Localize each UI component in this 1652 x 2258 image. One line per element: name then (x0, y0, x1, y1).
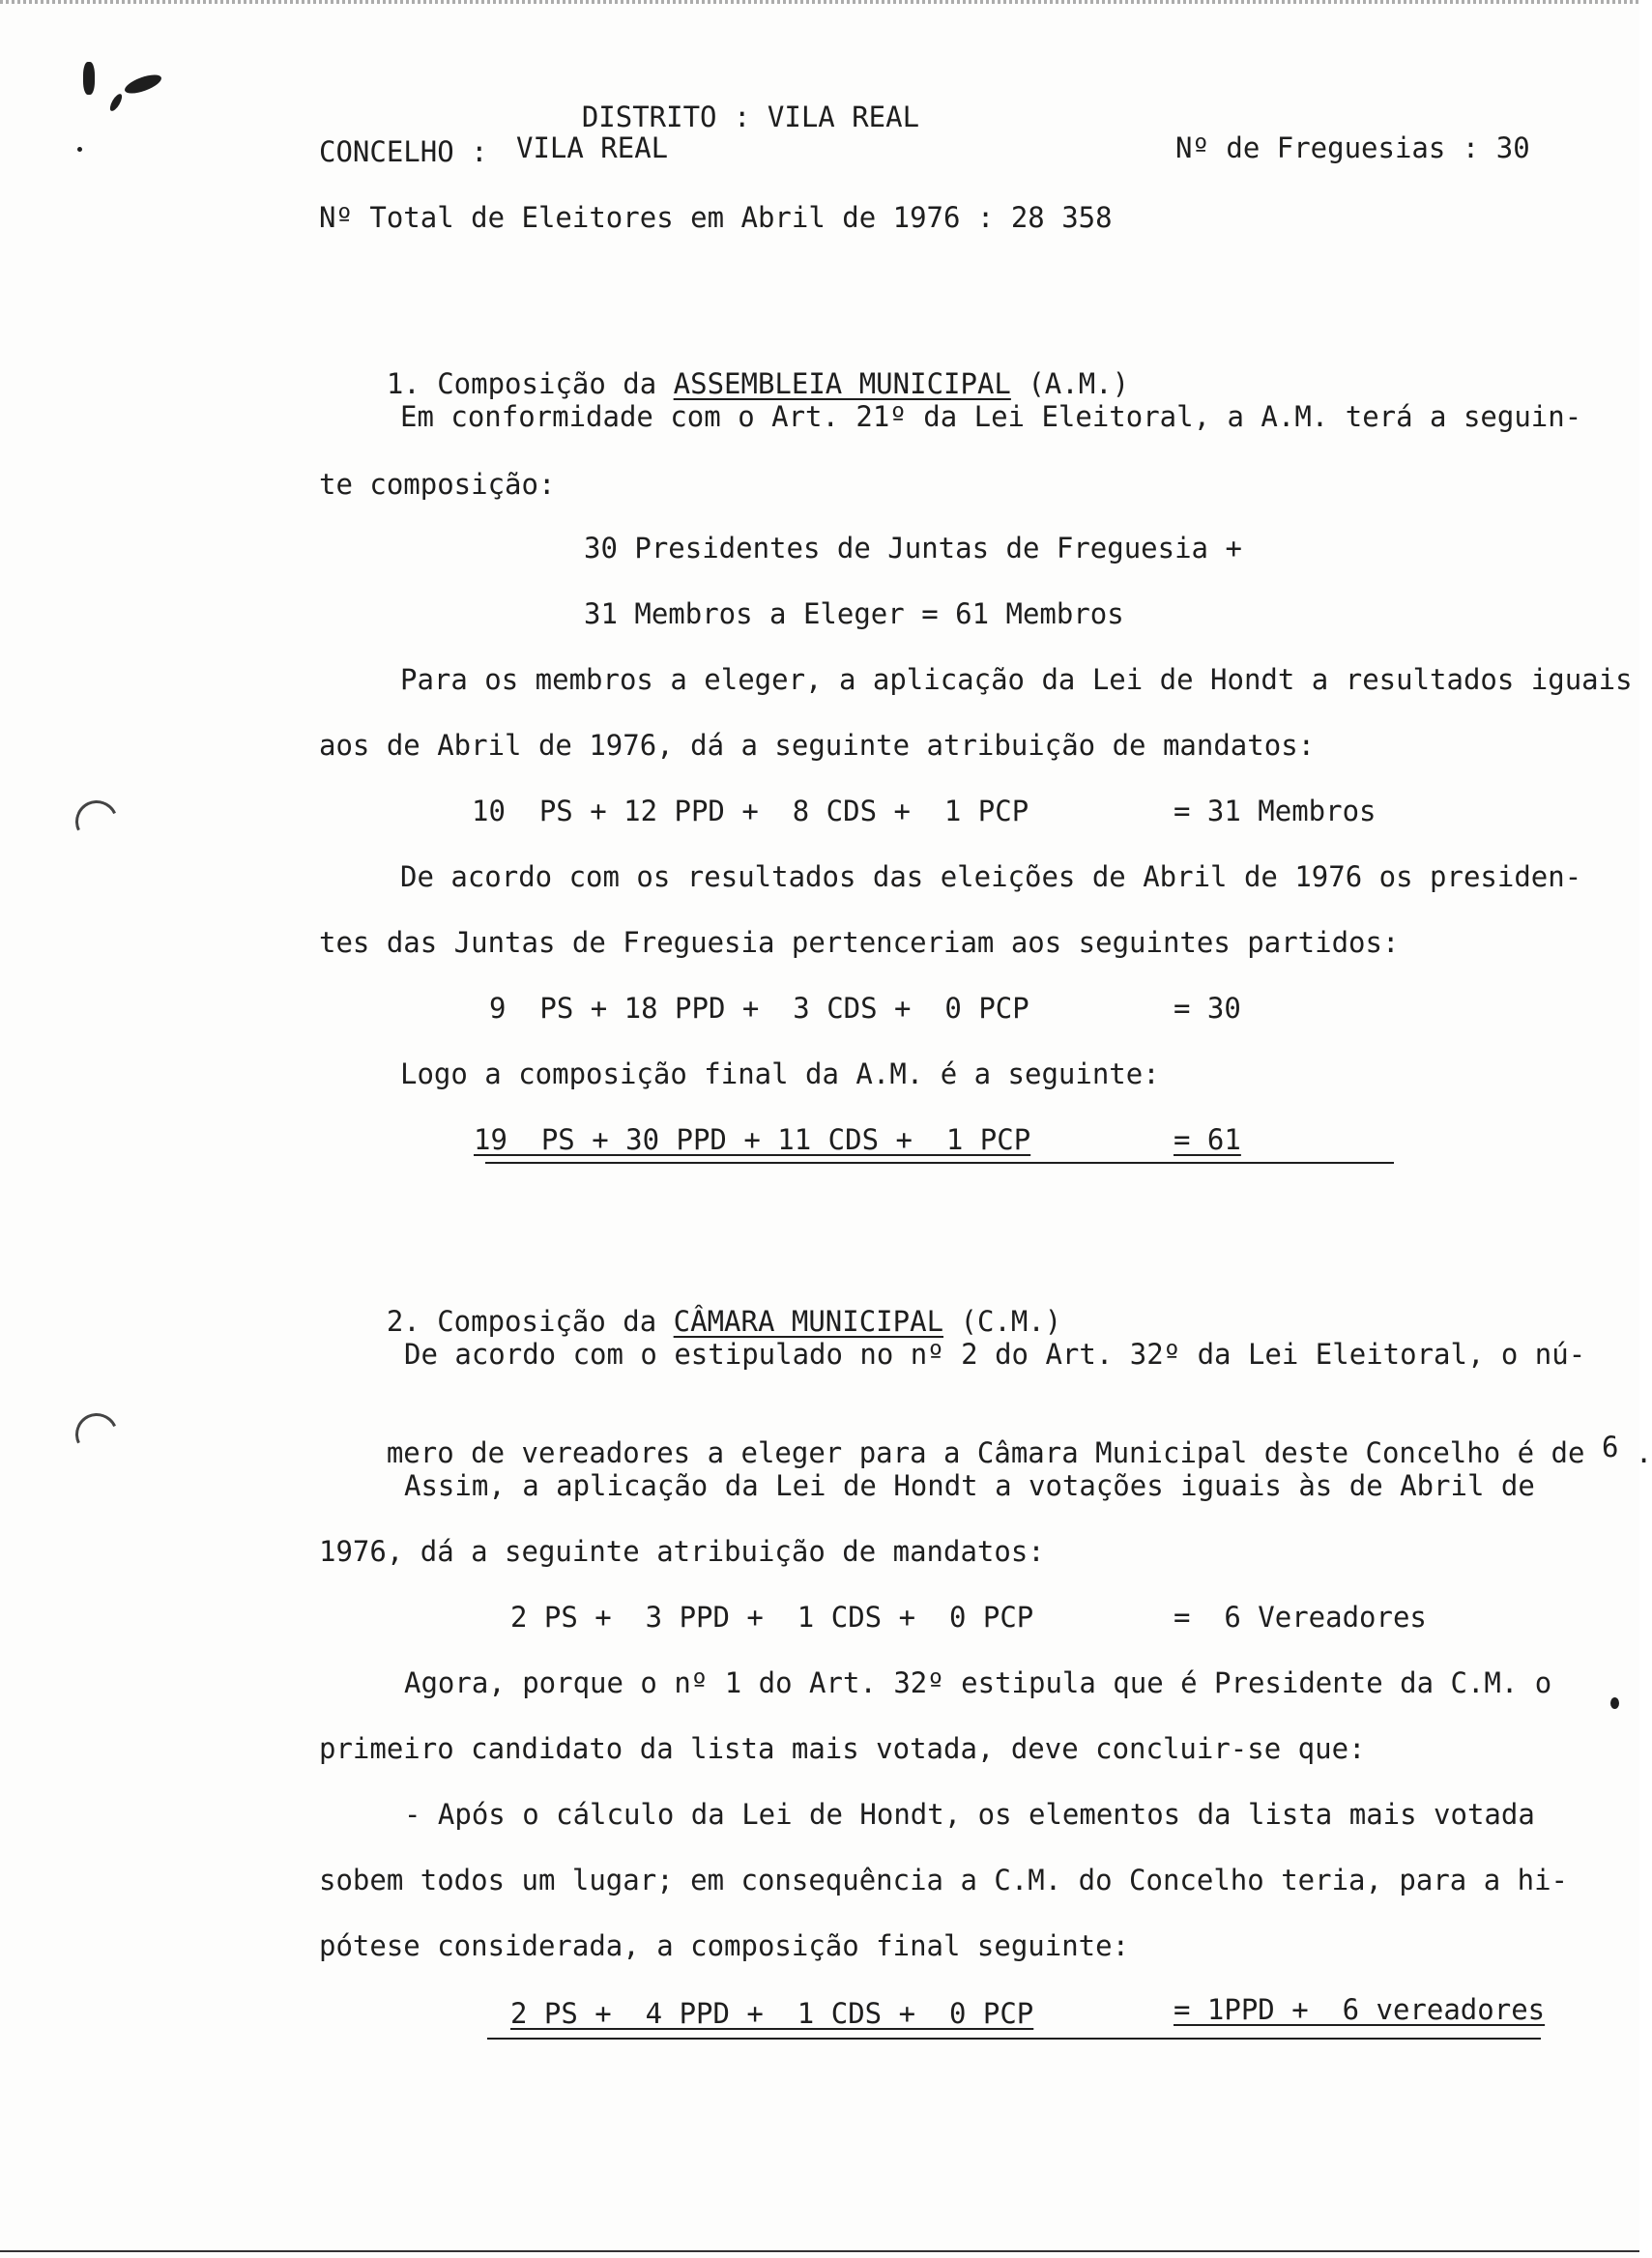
double-rule (485, 1162, 1394, 1164)
vereadores-count: 6 (1601, 1431, 1619, 1463)
section2-p3-line-2: primeiro candidato da lista mais votada, deve concluir-se que: (319, 1732, 1366, 1765)
ink-mark (83, 62, 95, 95)
ink-mark (123, 72, 163, 98)
equation-5-result: = 1PPD + 6 vereadores (1174, 1993, 1546, 2026)
punch-hole-mark (70, 1407, 124, 1462)
ink-mark (108, 92, 125, 112)
equation-2-result: = 30 (1174, 992, 1241, 1025)
section1-para2-line-2: tes das Juntas de Freguesia pertenceriam aos seguintes partidos: (319, 926, 1400, 959)
equation-3-result: = 61 (1174, 1123, 1241, 1156)
equation-1: 10 PS + 12 PPD + 8 CDS + 1 PCP (472, 795, 1029, 827)
section1-para1-line-2: aos de Abril de 1976, dá a seguinte atribuição de mandatos: (319, 729, 1316, 762)
section1-heading-suffix: (A.M.) (1028, 367, 1130, 400)
eleitores-total: Nº Total de Eleitores em Abril de 1976 : 28 358 (319, 201, 1113, 234)
section2-p2-line-2: 1976, dá a seguinte atribuição de mandatos: (319, 1535, 1045, 1568)
section2-p1-line-2-text: mero de vereadores a eleger para a Câmara Municipal deste Concelho é de (386, 1436, 1585, 1469)
freguesias-count: Nº de Freguesias : 30 (1175, 131, 1530, 164)
section2-p2-line-1: Assim, a aplicação da Lei de Hondt a votações iguais às de Abril de (404, 1469, 1535, 1502)
concelho-label: CONCELHO : (319, 135, 488, 168)
section2-p4-line-1: - Após o cálculo da Lei de Hondt, os elementos da lista mais votada (404, 1798, 1535, 1831)
distrito-value: VILA REAL (767, 101, 920, 133)
concelho-value: VILA REAL (516, 131, 669, 164)
scan-bottom-edge (0, 2250, 1639, 2252)
section2-p4-line-2: sobem todos um lugar; em consequência a C.M. do Concelho teria, para a hi- (319, 1864, 1569, 1896)
section1-para2-line-1: De acordo com os resultados das eleições de Abril de 1976 os presiden- (400, 860, 1582, 893)
double-rule (487, 2038, 1541, 2040)
composition-line-1: 30 Presidentes de Juntas de Freguesia + (584, 532, 1242, 564)
section2-heading-suffix: (C.M.) (960, 1305, 1062, 1338)
section2-heading-title: CÂMARA MUNICIPAL (673, 1305, 944, 1338)
section1-heading-prefix: 1. Composição da (386, 367, 657, 400)
ink-mark (77, 147, 82, 152)
sentence-period: . (1635, 1436, 1652, 1469)
final-composition-intro: Logo a composição final da A.M. é a seguinte: (400, 1057, 1160, 1090)
equation-2: 9 PS + 18 PPD + 3 CDS + 0 PCP (489, 992, 1029, 1025)
equation-4-result: = 6 Vereadores (1174, 1601, 1427, 1634)
section1-para1-line-1: Para os membros a eleger, a aplicação da Lei de Hondt a resultados iguais (400, 663, 1633, 696)
punch-hole-mark (70, 795, 124, 849)
section2-heading-prefix: 2. Composição da (386, 1305, 657, 1338)
equation-1-result: = 31 Membros (1174, 795, 1377, 827)
section2-p1-line-1: De acordo com o estipulado no nº 2 do Art. 32º da Lei Eleitoral, o nú- (404, 1338, 1586, 1371)
equation-4: 2 PS + 3 PPD + 1 CDS + 0 PCP (510, 1601, 1034, 1634)
section1-intro-line-1: Em conformidade com o Art. 21º da Lei Eleitoral, a A.M. terá a seguin- (400, 400, 1582, 433)
section2-p4-line-3: pótese considerada, a composição final seguinte: (319, 1929, 1130, 1962)
equation-3: 19 PS + 30 PPD + 11 CDS + 1 PCP (474, 1123, 1031, 1156)
composition-line-2: 31 Membros a Eleger = 61 Membros (584, 597, 1124, 630)
section1-intro-line-2: te composição: (319, 468, 556, 501)
section2-p3-line-1: Agora, porque o nº 1 do Art. 32º estipula que é Presidente da C.M. o (404, 1666, 1552, 1699)
ink-mark (1610, 1697, 1619, 1709)
equation-5: 2 PS + 4 PPD + 1 CDS + 0 PCP (510, 1997, 1034, 2030)
scan-top-edge (0, 0, 1639, 4)
distrito-label: DISTRITO : (581, 101, 751, 133)
section1-heading-title: ASSEMBLEIA MUNICIPAL (673, 367, 1011, 400)
